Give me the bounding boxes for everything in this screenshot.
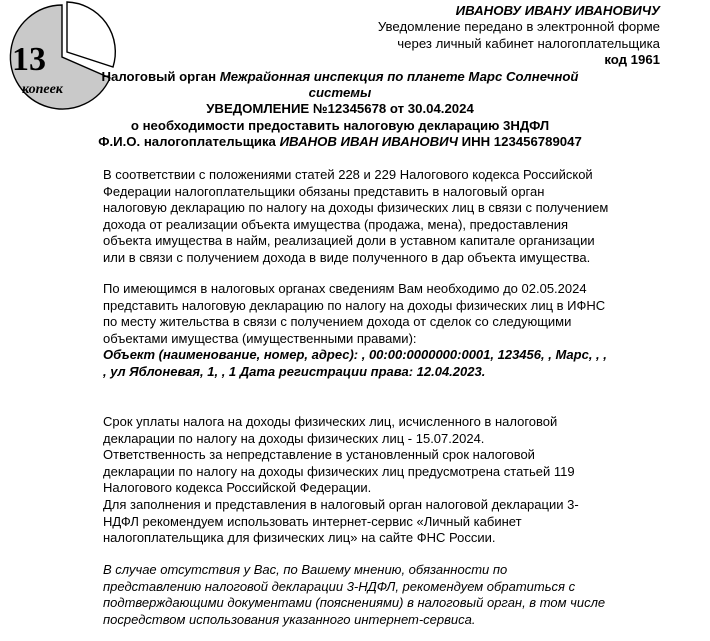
text-line: налоговую декларацию по налогу на доходы физических лиц в связи с получением <box>103 200 609 216</box>
tax-authority-label: Налоговый орган <box>101 69 217 84</box>
text-line: объектами имущества (имущественными правами): <box>103 330 417 346</box>
notice-title: УВЕДОМЛЕНИЕ №12345678 от 30.04.2024 <box>206 101 474 116</box>
text-line: подтверждающими документами (пояснениями) в налоговый орган, в том числе <box>103 595 606 611</box>
paragraph-legal-basis <box>103 167 608 267</box>
text-line: декларации по налогу на доходы физических лиц предусмотрена статьей 119 <box>103 463 575 479</box>
text-line: Федерации налогоплательщики обязаны представить в налоговый орган <box>103 183 545 199</box>
text-line: объекта имущества в найм, реализацией доли в уставном капитале организации <box>103 233 595 249</box>
text-line: декларации по налогу на доходы физических лиц - 15.07.2024. <box>103 430 485 446</box>
text-line: Ответственность за непредставление в установленный срок налоговой <box>103 447 535 463</box>
text-line: или в связи с получением дохода в виде полученного в дар объекта имущества. <box>103 249 591 265</box>
text-line: посредством использования указанного интернет-сервиса. <box>103 611 476 627</box>
notice-line-2: через личный кабинет налогоплательщика <box>397 36 660 51</box>
taxpayer-fio-line <box>0 134 680 150</box>
text-line: Налогового кодекса Российской Федерации. <box>103 480 372 496</box>
fio-value: ИВАНОВ ИВАН ИВАНОВИЧ <box>279 134 458 149</box>
coin-word: копеек <box>22 82 63 97</box>
text-line: В соответствии с положениями статей 228 и 229 Налогового кодекса Российской <box>103 167 593 182</box>
text-line: по месту жительства в связи с получением дохода от сделок со следующими <box>103 314 572 330</box>
text-line: По имеющимся в налоговых органах сведениям Вам необходимо до 02.05.2024 <box>103 281 587 296</box>
object-line: , ул Яблоневая, 1, , 1 Дата регистрации права: 12.04.2023. <box>103 363 486 379</box>
text-line: Срок уплаты налога на доходы физических лиц, исчисленного в налоговой <box>103 414 558 429</box>
tax-authority-name-cont: системы <box>308 85 372 100</box>
taxpayer-code: код 1961 <box>604 52 660 67</box>
coin-number: 13 <box>12 41 46 78</box>
paragraph-deadline <box>103 281 607 381</box>
text-line: дохода от реализации объекта имущества (продажа, мена), предоставления <box>103 216 569 232</box>
inn-value: ИНН 123456789047 <box>461 134 582 149</box>
fio-label: Ф.И.О. налогоплательщика <box>98 134 276 149</box>
text-line: Для заполнения и представления в налоговый орган налоговой декларации 3- <box>103 496 579 512</box>
recipient-name: ИВАНОВУ ИВАНУ ИВАНОВИЧУ <box>455 3 660 18</box>
object-line: Объект (наименование, номер, адрес): , 00:00:0000000:0001, 123456, , Марс, , , <box>103 347 607 363</box>
notice-line-1: Уведомление передано в электронной форме <box>377 19 660 34</box>
text-line: В случае отсутствия у Вас, по Вашему мнению, обязанности по <box>103 562 508 577</box>
text-line: представить налоговую декларацию по налогу на доходы физических лиц в ИФНС <box>103 297 606 313</box>
text-line: НДФЛ рекомендуем использовать интернет-сервис «Личный кабинет <box>103 513 522 529</box>
tax-authority-line <box>0 69 680 85</box>
paragraph-no-obligation <box>103 562 605 628</box>
text-line: представлению налоговой декларации 3-НДФЛ, рекомендуем обратиться с <box>103 578 576 594</box>
text-line: налогоплательщика для физических лиц» на сайте ФНС России. <box>103 530 496 546</box>
paragraph-payment <box>103 414 579 547</box>
notice-subject: о необходимости предоставить налоговую декларацию 3НДФЛ <box>130 118 550 133</box>
tax-authority-name: Межрайонная инспекция по планете Марс Солнечной <box>219 69 579 84</box>
